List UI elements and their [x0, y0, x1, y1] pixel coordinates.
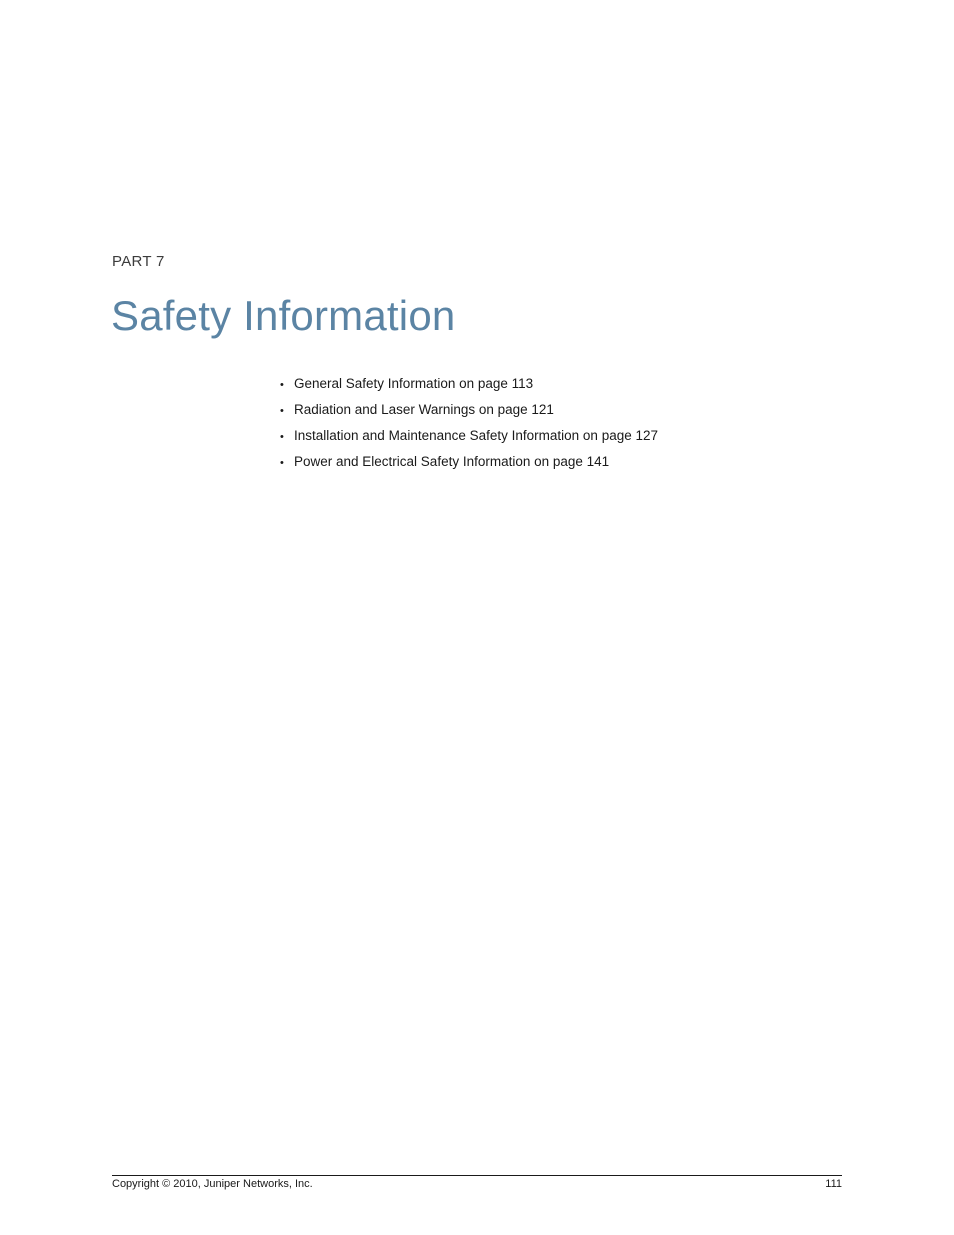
- toc-link-general-safety[interactable]: General Safety Information on page 113: [294, 376, 534, 391]
- part-label: PART 7: [112, 253, 165, 270]
- toc-item: [280, 374, 658, 400]
- part-title: Safety Information: [111, 292, 456, 339]
- toc-item: [280, 400, 658, 426]
- footer-page-number: 111: [825, 1178, 842, 1190]
- toc-link-installation-maintenance[interactable]: Installation and Maintenance Safety Information on page 127: [294, 428, 658, 443]
- bullet-icon: •: [280, 457, 284, 469]
- toc-link-power-electrical[interactable]: Power and Electrical Safety Information on page 141: [294, 454, 610, 469]
- bullet-icon: •: [280, 431, 284, 443]
- footer-copyright: Copyright © 2010, Juniper Networks, Inc.: [112, 1178, 313, 1190]
- toc-list: [280, 374, 658, 478]
- bullet-icon: •: [280, 379, 284, 391]
- footer-divider: [112, 1175, 842, 1176]
- bullet-icon: •: [280, 405, 284, 417]
- toc-item: [280, 426, 658, 452]
- toc-link-radiation-laser[interactable]: Radiation and Laser Warnings on page 121: [294, 402, 554, 417]
- toc-item: [280, 452, 658, 478]
